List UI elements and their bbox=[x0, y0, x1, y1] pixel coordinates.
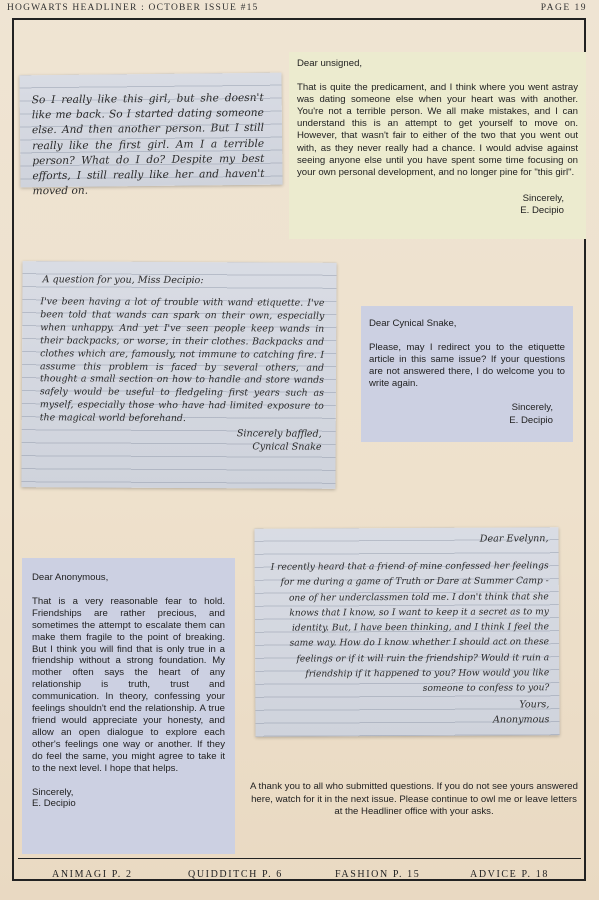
reply-2-signature: E. Decipio bbox=[509, 414, 553, 426]
letter-3-closing: Yours, bbox=[519, 699, 550, 711]
reply-2-greeting: Dear Cynical Snake, bbox=[369, 318, 457, 329]
reply-2-box bbox=[361, 306, 573, 442]
issue-title: HOGWARTS HEADLINER : OCTOBER ISSUE #15 bbox=[7, 3, 259, 13]
letter-1-paper bbox=[19, 73, 282, 198]
letter-2-greeting: A question for you, Miss Decipio: bbox=[42, 274, 204, 287]
nav-animagi[interactable]: ANIMAGI P. 2 bbox=[52, 869, 133, 880]
reply-1-greeting: Dear unsigned, bbox=[297, 58, 363, 69]
page-header bbox=[0, 0, 599, 18]
reply-1-signature: E. Decipio bbox=[520, 204, 564, 216]
nav-fashion[interactable]: FASHION P. 15 bbox=[335, 869, 421, 880]
reply-1-closing: Sincerely, bbox=[522, 192, 564, 204]
letter-3-body: I recently heard that a friend of mine confessed her feelings for me during a game of Truth or Dare at Summer Camp - one of her underclassmen told me. I don't think that she knows that I know, so I want to keep it a secret as to my identity. But, I have been thinking, and I think I feel the same way. How do I know whether I should act on these feelings or if it will ruin the friendship? Would it ruin a friendship if it happened to you? How would you like someone to confess to you? bbox=[270, 561, 550, 695]
page-number: PAGE 19 bbox=[540, 3, 587, 13]
section-nav bbox=[18, 862, 581, 878]
reply-3-box bbox=[22, 558, 235, 854]
reply-3-greeting: Dear Anonymous, bbox=[32, 572, 109, 583]
letter-2-body: I've been having a lot of trouble with wand etiquette. I've been told that wands can spark on their own, especially when unhappy. And yet I've seen people keep wands in their backpacks, or worse, in their clothes. Backpacks and clothes which are, famously, not immune to catching fire. I assume this problem is faced by several others, and thought a small section on how to handle and store wands safely would be useful to fledgeling first years such as myself, especially those who have had limited exposure to the magical world beforehand. bbox=[39, 296, 325, 425]
letter-3-paper bbox=[254, 527, 559, 737]
letter-2-paper bbox=[21, 261, 336, 489]
reply-3-closing: Sincerely, bbox=[32, 786, 74, 798]
letter-3-greeting: Dear Evelynn, bbox=[479, 533, 549, 545]
footer-rule-top bbox=[18, 858, 581, 859]
reply-3-body: That is a very reasonable fear to hold. Friendships are rather precious, and sometimes the attempt to escalate them can make them fragile to the point of breaking. But I think you will find that is only true in a friendship without a strong foundation. My mother often says the heart of any relationship is truth, trust and communication. In theory, confessing your feelings shouldn't end the relationship. A true friend would appreciate your honesty, and allow an open dialogue to explore each other's feelings one way or another. If they do feel the same, you might agree to take it to the next level. I hope that helps. bbox=[32, 595, 225, 774]
nav-quidditch[interactable]: QUIDDITCH P. 6 bbox=[188, 869, 283, 880]
reply-1-box bbox=[289, 52, 586, 239]
reply-3-signature: E. Decipio bbox=[32, 798, 76, 810]
reply-1-body: That is quite the predicament, and I think where you went astray was dating someone else when your heart was with another. You're not a terrible person. We all make mistakes, and I can understand this is an attempt to get yourself to move on. However, that wasn't fair to either of the two that you went out with, as they never really had a chance. I would advise against seeing anyone else until you have spent some time focusing on your own personal development, and no longer pine for "this girl". bbox=[297, 82, 578, 178]
letter-2-signature: Cynical Snake bbox=[252, 441, 322, 453]
thank-you-note: A thank you to all who submitted questions. If you do not see yours answered here, watch for it in the next issue. Please continue to owl me or leave letters at the Headliner office with your asks. bbox=[250, 781, 578, 818]
letter-3-signature: Anonymous bbox=[492, 714, 550, 726]
reply-2-body: Please, may I redirect you to the etiquette article in this same issue? If your questions are not answered there, I do welcome you to write again. bbox=[369, 342, 565, 390]
letter-1-text: So I really like this girl, but she doesn't like me back. So I started dating someone else. And then another person. But I still really like the first girl. Am I a terrible person? What do I do? Despite my best efforts, I still really like her and haven't moved on. bbox=[31, 91, 265, 198]
nav-advice[interactable]: ADVICE P. 18 bbox=[470, 869, 549, 880]
footer-rule-bottom bbox=[12, 879, 586, 881]
reply-2-closing: Sincerely, bbox=[511, 402, 553, 414]
letter-2-closing: Sincerely baffled, bbox=[236, 428, 322, 440]
